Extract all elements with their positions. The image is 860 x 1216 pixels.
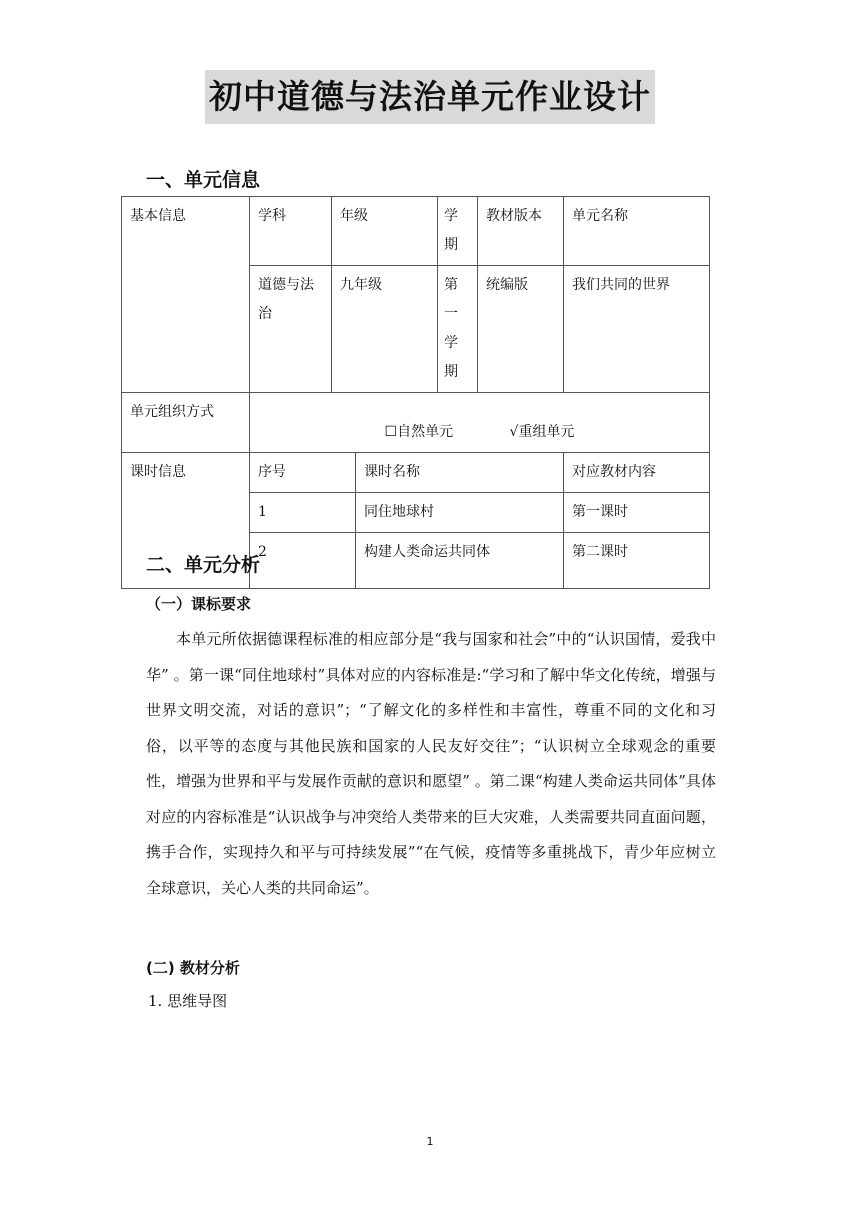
basic-info-label: 基本信息	[122, 197, 250, 393]
document-title: 初中道德与法治单元作业设计	[205, 70, 655, 124]
section-heading-unit-info: 一、单元信息	[146, 169, 261, 191]
org-method-label: 单元组织方式	[122, 393, 250, 453]
header-lesson-content: 对应教材内容	[564, 453, 710, 493]
header-grade: 年级	[332, 197, 438, 266]
value-grade: 九年级	[332, 266, 438, 393]
value-subject: 道德与法治	[250, 266, 332, 393]
lesson-no: 1	[250, 493, 356, 533]
header-subject: 学科	[250, 197, 332, 266]
subheading-textbook-analysis: (二) 教材分析	[146, 959, 240, 977]
table-row	[122, 197, 710, 266]
unit-info-table	[121, 196, 710, 589]
lesson-no: 2	[250, 533, 356, 589]
table-row	[122, 393, 710, 453]
subheading-curriculum-standards: （一）课标要求	[146, 595, 252, 613]
header-lesson-no: 序号	[250, 453, 356, 493]
option-natural-unit: ☐自然单元	[384, 424, 454, 440]
header-lesson-name: 课时名称	[356, 453, 564, 493]
curriculum-paragraph: 本单元所依据德课程标准的相应部分是“我与国家和社会”中的“认识国情，爱我中华” 。第一课“同住地球村”具体对应的内容标准是:“学习和了解中华文化传统，增强与世界文明交流，对话的意识”；“了解文化的多样性和丰富性，尊重不同的文化和习俗，以平等的态度与其他民族和国家的人民友好交往”；“认识树立全球观念的重要性，增强为世界和平与发展作贡献的意识和愿望” 。第二课“构建人类命运共同体”具体对应的内容标准是“认识战争与冲突给人类带来的巨大灾难，人类需要共同直面问题，携手合作，实现持久和平与可持续发展”“在气候，疫情等多重挑战下，青少年应树立全球意识，关心人类的共同命运”。	[146, 630, 716, 897]
value-term: 第一学期	[438, 266, 478, 393]
header-edition: 教材版本	[478, 197, 564, 266]
lesson-content: 第二课时	[564, 533, 710, 589]
value-edition: 统编版	[478, 266, 564, 393]
lesson-name: 构建人类命运共同体	[356, 533, 564, 589]
lesson-name: 同住地球村	[356, 493, 564, 533]
title-container	[0, 70, 860, 124]
org-method-options	[250, 393, 710, 453]
lesson-content: 第一课时	[564, 493, 710, 533]
value-unit-name: 我们共同的世界	[564, 266, 710, 393]
table-row	[122, 453, 710, 493]
lesson-info-label: 课时信息	[122, 453, 250, 589]
section-heading-unit-analysis: 二、单元分析	[146, 554, 261, 576]
curriculum-paragraph-block	[146, 622, 716, 906]
header-unit-name: 单元名称	[564, 197, 710, 266]
option-recombined-unit: √重组单元	[509, 424, 575, 440]
list-item-mind-map: 1. 思维导图	[148, 992, 228, 1010]
header-term: 学期	[438, 197, 478, 266]
page-number: 1	[426, 1135, 434, 1148]
